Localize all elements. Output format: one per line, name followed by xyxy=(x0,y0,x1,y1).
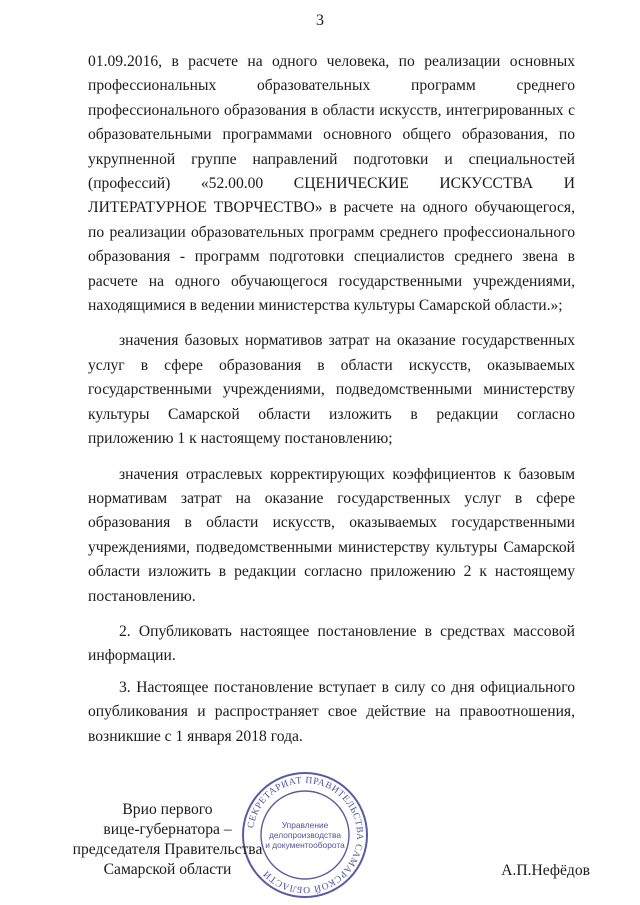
stamp-center-line-3: и документооборота xyxy=(265,840,345,850)
signatory-position xyxy=(60,800,275,880)
stamp-center-line-1: Управление xyxy=(281,820,329,830)
position-line: председателя Правительства xyxy=(72,841,263,858)
paragraph-effective-date: 3. Настоящее постановление вступает в силу со дня официального опубликования и распространяет свое действие на правоотношения, возникшие с 1 января 2018 года. xyxy=(88,678,575,745)
position-line: вице-губернатора – xyxy=(103,821,232,838)
signatory-name: А.П.Нефёдов xyxy=(501,862,590,879)
position-line: Врио первого xyxy=(122,801,213,818)
position-line: Самарской области xyxy=(103,861,232,878)
paragraph-coefficients: значения отраслевых корректирующих коэффициентов к базовым нормативам затрат на оказание государственных услуг в сфере образования в области искусств, оказываемых государственными учреждениями, подведомственными министерству культуры Самарской области изложить в редакции согласно приложению 2 к настоящему постановлению. xyxy=(88,465,575,605)
stamp-ring-text: СЕКРЕТАРИАТ ПРАВИТЕЛЬСТВА САМАРСКОЙ ОБЛАСТИ xyxy=(246,775,365,895)
paragraph-base-norms: значения базовых нормативов затрат на оказание государственных услуг в сфере образования в области искусств, оказываемых государственными учреждениями, подведомственными министерству культуры Самарской области изложить в редакции согласно приложению 1 к настоящему постановлению; xyxy=(88,332,575,448)
paragraph-continuation: 01.09.2016, в расчете на одного человека, по реализации основных профессиональных образовательных программ среднего профессионального образования в области искусств, интегрированных с образовательными программами основного общего образования, по укрупненной группе направлений подготовки и специальностей (профессий) «52.00.00 СЦЕНИЧЕСКИЕ ИСКУССТВА И ЛИТЕРАТУРНОЕ ТВОРЧЕСТВО» в расчете на одного обучающегося, по реализации образовательных программ среднего профессионального образования - программ подготовки специалистов среднего звена в расчете на одного обучающегося государственными учреждениями, находящимися в ведении министерства культуры Самарской области.»; xyxy=(88,53,575,315)
stamp-center-line-2: делопроизводства xyxy=(268,830,342,840)
document-body xyxy=(88,50,575,749)
page-number: 3 xyxy=(316,12,324,29)
paragraph-publish: 2. Опубликовать настоящее постановление в средствах массовой информации. xyxy=(88,622,575,665)
